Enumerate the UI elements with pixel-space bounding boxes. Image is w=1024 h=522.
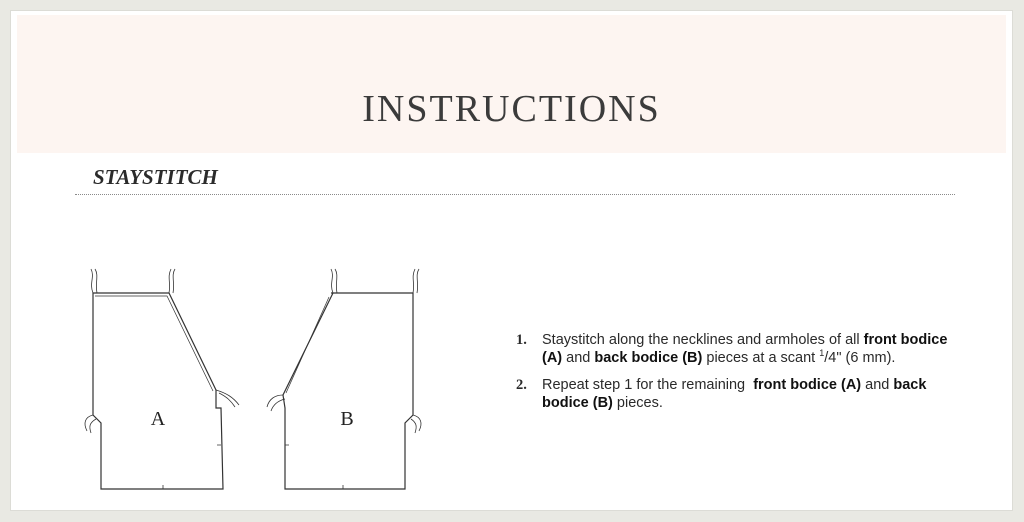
page-title: INSTRUCTIONS	[362, 88, 661, 130]
bodice-diagram	[71, 255, 431, 490]
step-number: 2.	[516, 377, 527, 393]
instruction-page	[10, 10, 1013, 511]
bodice-piece-a	[85, 269, 239, 489]
piece-b-label: B	[340, 408, 354, 430]
list-item: 2. Repeat step 1 for the remaining front bodice (A) and back bodice (B) pieces.	[516, 377, 927, 411]
piece-a-label: A	[150, 408, 166, 430]
instruction-steps	[516, 331, 956, 421]
step-number: 1.	[516, 332, 527, 348]
header-band	[17, 15, 1006, 153]
bodice-piece-b	[267, 269, 421, 489]
section-title: STAYSTITCH	[93, 165, 218, 189]
list-item: 1. Staystitch along the necklines and armholes of all front bodice (A) and back bodice (B) pieces at a scant $^1$/4" (6 mm).	[516, 332, 948, 366]
dotted-divider	[75, 194, 955, 195]
